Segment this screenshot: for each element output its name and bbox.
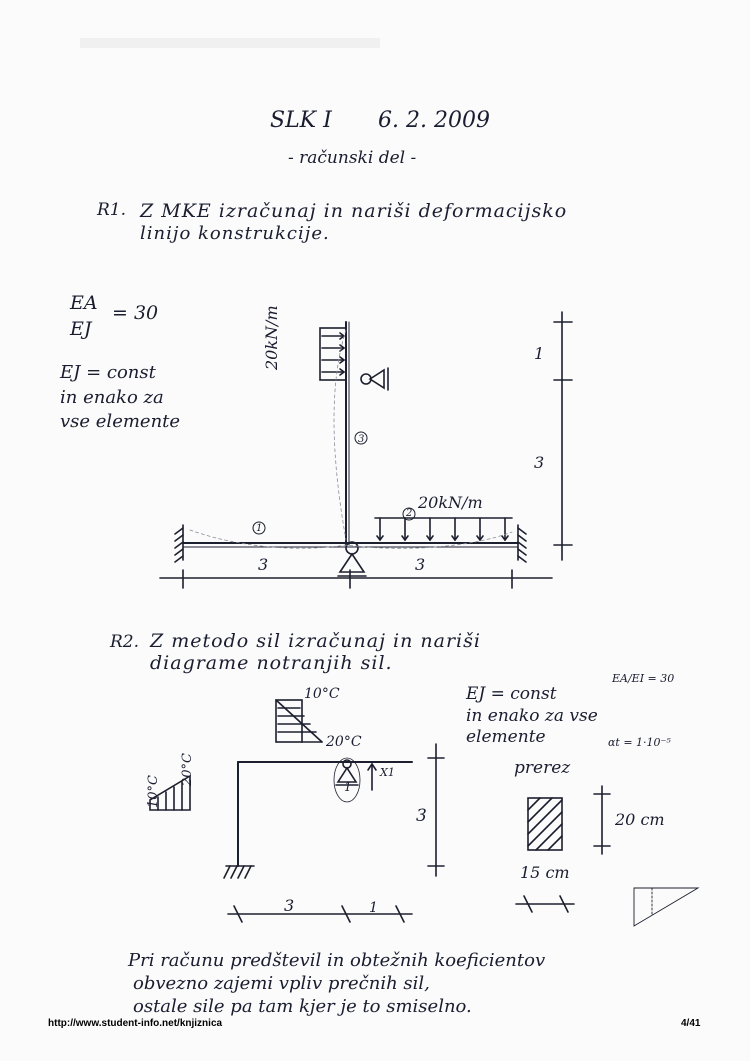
exam-subtitle: - računski del -	[288, 148, 417, 168]
dimension-line-right-1	[554, 312, 572, 560]
problem1-dim-bottom-left: 3	[258, 555, 269, 574]
problem1-text-line1: Z MKE izračunaj in nariši deformacijsko	[140, 200, 568, 222]
problem1-ratio-numerator: EA	[70, 292, 98, 314]
problem2-dim-bottom-1: 3	[284, 896, 295, 915]
distributed-load-beam	[375, 518, 512, 540]
support-label: 1	[344, 780, 352, 794]
unknown-x1-label: X1	[380, 766, 395, 779]
footer-url: http://www.student-info.net/knjiznica	[48, 1018, 223, 1029]
element-circle-3	[355, 432, 367, 444]
problem1-note-line2: in enako za	[60, 387, 164, 408]
deformed-shape-beam	[190, 530, 512, 548]
problem1-note-line1: EJ = const	[60, 362, 156, 383]
problem2-alpha: αt = 1·10⁻⁵	[608, 736, 671, 749]
problem1-dim-right-top: 1	[534, 344, 545, 363]
element-label-1: 1	[256, 523, 263, 534]
element-label-3: 3	[358, 434, 365, 445]
section-width-label: 15 cm	[520, 863, 570, 882]
fixed-support-right-icon	[518, 525, 526, 562]
dimension-line-bottom-2	[228, 906, 412, 922]
problem1-load-horizontal: 20kN/m	[418, 493, 483, 512]
section-height-label: 20 cm	[615, 810, 665, 829]
unknown-x1-arrow-icon	[368, 764, 376, 790]
problem1-ratio-value: = 30	[112, 302, 159, 324]
exam-title: SLK I	[270, 108, 332, 133]
problem2-note-line2: in enako za vse	[466, 706, 598, 726]
problem2-text-line1: Z metodo sil izračunaj in nariši	[150, 630, 481, 652]
problem2-dim-height: 3	[416, 806, 427, 826]
problem2-bottom-note-line1: Pri računu predštevil in obtežnih koeficientov	[128, 950, 546, 971]
temp-side-2: 20°C	[180, 753, 195, 786]
fixed-support-left-icon	[175, 525, 183, 562]
problem1-note-line3: vse elemente	[60, 411, 181, 432]
problem2-number: R2.	[110, 632, 140, 652]
temp-top-2: 20°C	[326, 734, 362, 750]
roller-support-icon	[361, 368, 388, 390]
problem2-dim-bottom-2: 1	[369, 900, 378, 916]
frame1-beam	[183, 543, 518, 547]
problem2-text-line2: diagrame notranjih sil.	[150, 652, 393, 674]
element-circle-1	[253, 522, 265, 534]
problem2-bottom-note-line3: ostale sile pa tam kjer je to smiselno.	[133, 996, 472, 1017]
dimension-line-right-2	[428, 744, 444, 876]
problem1-dim-right-bottom: 3	[534, 453, 545, 472]
temperature-diagram-beam	[276, 700, 322, 742]
exam-date: 6. 2. 2009	[378, 108, 490, 133]
deformed-shape-column	[334, 330, 346, 540]
problem2-note-line1: EJ = const	[466, 684, 557, 704]
temperature-diagram-column	[150, 776, 190, 810]
problem1-ratio-denominator: EJ	[70, 318, 92, 340]
distributed-load-vertical-member	[320, 328, 346, 380]
fixed-support-frame2-icon	[224, 866, 254, 878]
footer-page-number: 4/41	[681, 1018, 701, 1029]
cross-section-icon	[528, 798, 562, 850]
problem2-note-line3: elemente	[466, 727, 546, 747]
temp-side-1: 10°C	[146, 775, 161, 808]
section-title: prerez	[514, 758, 571, 778]
sketch-triangle	[634, 888, 698, 926]
frame2	[238, 762, 412, 866]
section-dimension-vertical	[594, 786, 610, 854]
problem1-text-line2: linijo konstrukcije.	[140, 223, 330, 244]
problem1-dim-bottom-right: 3	[415, 555, 426, 574]
problem1-load-vertical: 20kN/m	[262, 305, 281, 370]
pin-support-frame2-icon	[334, 758, 360, 802]
section-dimension-horizontal	[516, 896, 574, 912]
problem2-bottom-note-line2: obvezno zajemi vpliv prečnih sil,	[133, 973, 430, 994]
problem1-number: R1.	[97, 200, 127, 220]
element-label-2: 2	[406, 508, 413, 519]
problem2-ratio: EA/EI = 30	[612, 672, 675, 685]
temp-top-1: 10°C	[304, 686, 340, 702]
